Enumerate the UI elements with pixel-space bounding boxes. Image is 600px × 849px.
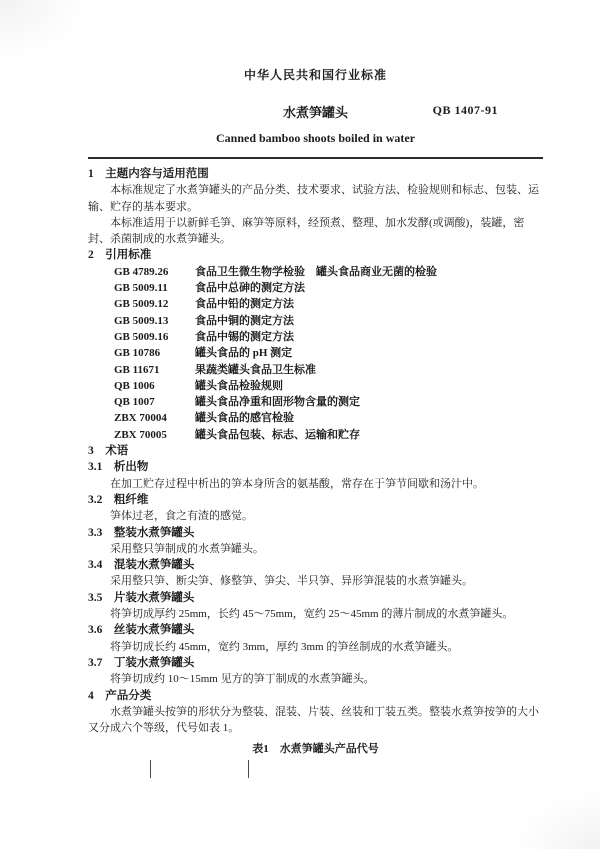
reference-item — [88, 296, 543, 312]
reference-title: 食品中铅的测定方法 — [195, 298, 294, 311]
reference-code: GB 11671 — [114, 363, 160, 376]
subsection-3-7-heading: 3.7 丁装水煮笋罐头 — [88, 656, 195, 669]
reference-item — [88, 378, 543, 394]
reference-code: QB 1007 — [114, 396, 155, 409]
reference-item — [88, 362, 543, 378]
subsection-3-6-body: 将笋切成长约 45mm，宽约 3mm，厚约 3mm 的笋丝制成的水煮笋罐头。 — [110, 640, 459, 653]
document-title-cn: 水煮笋罐头 — [282, 105, 348, 120]
table-1-caption: 表1 水煮笋罐头产品代号 — [252, 743, 379, 756]
reference-code: QB 1006 — [114, 379, 155, 392]
reference-title: 食品中铜的测定方法 — [195, 314, 294, 327]
section-1-paragraph: 本标准适用于以新鲜毛笋、麻笋等原料，经预煮、整理、加水发酵(或调酸)，装罐，密封、杀菌制成的水煮笋罐头。 — [88, 216, 525, 246]
reference-code: GB 5009.16 — [114, 330, 169, 343]
reference-item — [88, 345, 543, 361]
document-title-en: Canned bamboo shoots boiled in water — [215, 131, 416, 145]
reference-item — [88, 264, 543, 280]
subsection-3-2-heading: 3.2 粗纤维 — [88, 493, 149, 506]
reference-item — [88, 329, 543, 345]
table-1-partial-borders — [0, 760, 600, 780]
reference-title: 果蔬类罐头食品卫生标准 — [195, 363, 316, 376]
scan-artifact-bottom-right — [510, 789, 600, 849]
reference-code: GB 5009.11 — [114, 282, 168, 295]
table-column-border — [150, 760, 151, 778]
reference-item — [88, 394, 543, 410]
section-1-paragraph: 本标准规定了水煮笋罐头的产品分类、技术要求、试验方法、检验规则和标志、包装、运输、贮存的基本要求。 — [88, 184, 539, 213]
title-row — [88, 102, 543, 119]
reference-title: 罐头食品包装、标志、运输和贮存 — [195, 428, 360, 441]
document-content — [88, 0, 543, 758]
subsection-3-1-body: 在加工贮存过程中析出的笋本身所含的氨基酸，常存在于笋节间歇和汤汁中。 — [110, 477, 484, 490]
subsection-3-3-body: 采用整只笋制成的水煮笋罐头。 — [110, 542, 264, 555]
section-4-heading: 4 产品分类 — [88, 689, 152, 702]
reference-title: 食品中锡的测定方法 — [195, 330, 294, 343]
reference-code: GB 5009.13 — [114, 314, 169, 327]
subsection-3-2-body: 笋体过老，食之有渣的感觉。 — [110, 510, 253, 523]
subsection-3-3-heading: 3.3 整装水煮笋罐头 — [88, 526, 195, 539]
reference-title: 食品中总砷的测定方法 — [195, 282, 305, 295]
reference-code: GB 4789.26 — [114, 265, 169, 278]
reference-title: 罐头食品净重和固形物含量的测定 — [195, 396, 360, 409]
reference-title: 罐头食品的 pH 测定 — [195, 347, 293, 360]
reference-code: GB 10786 — [114, 347, 161, 360]
table-column-border — [248, 760, 249, 778]
header-divider — [88, 157, 543, 159]
section-3-heading: 3 术语 — [88, 445, 129, 458]
reference-code: ZBX 70004 — [114, 412, 167, 425]
reference-code: GB 5009.12 — [114, 298, 169, 311]
document-body — [88, 166, 543, 758]
reference-code: ZBX 70005 — [114, 428, 167, 441]
subsection-3-7-body: 将笋切成约 10～15mm 见方的笋丁制成的水煮笋罐头。 — [110, 673, 375, 686]
reference-title: 罐头食品的感官检验 — [195, 412, 294, 425]
subsection-3-4-heading: 3.4 混装水煮笋罐头 — [88, 559, 195, 572]
reference-title: 罐头食品检验规则 — [195, 379, 283, 392]
reference-item — [88, 313, 543, 329]
subsection-3-5-body: 将笋切成厚约 25mm，长约 45～75mm，宽约 25～45mm 的薄片制成的水煮笋罐头。 — [110, 608, 514, 621]
reference-item — [88, 427, 543, 443]
standard-org-line: 中华人民共和国行业标准 — [243, 68, 387, 82]
subsection-3-1-heading: 3.1 析出物 — [88, 461, 149, 474]
scan-artifact-top-left — [0, 0, 90, 60]
reference-item — [88, 280, 543, 296]
section-1-heading: 1 主题内容与适用范围 — [88, 168, 209, 180]
section-4-paragraph: 水煮笋罐头按笋的形状分为整装、混装、片装、丝装和丁装五类。整装水煮笋按笋的大小又分成六个等级，代号如表 1。 — [88, 705, 539, 735]
subsection-3-5-heading: 3.5 片装水煮笋罐头 — [88, 591, 195, 604]
section-2-heading: 2 引用标准 — [88, 249, 152, 262]
subsection-3-4-body: 采用整只笋、断尖笋、修整笋、笋尖、半只笋、异形笋混装的水煮笋罐头。 — [110, 575, 473, 588]
reference-item — [88, 410, 543, 426]
standard-code: QB 1407-91 — [432, 103, 498, 117]
subsection-3-6-heading: 3.6 丝装水煮笋罐头 — [88, 624, 195, 637]
reference-title: 食品卫生微生物学检验 罐头食品商业无菌的检验 — [195, 265, 437, 278]
